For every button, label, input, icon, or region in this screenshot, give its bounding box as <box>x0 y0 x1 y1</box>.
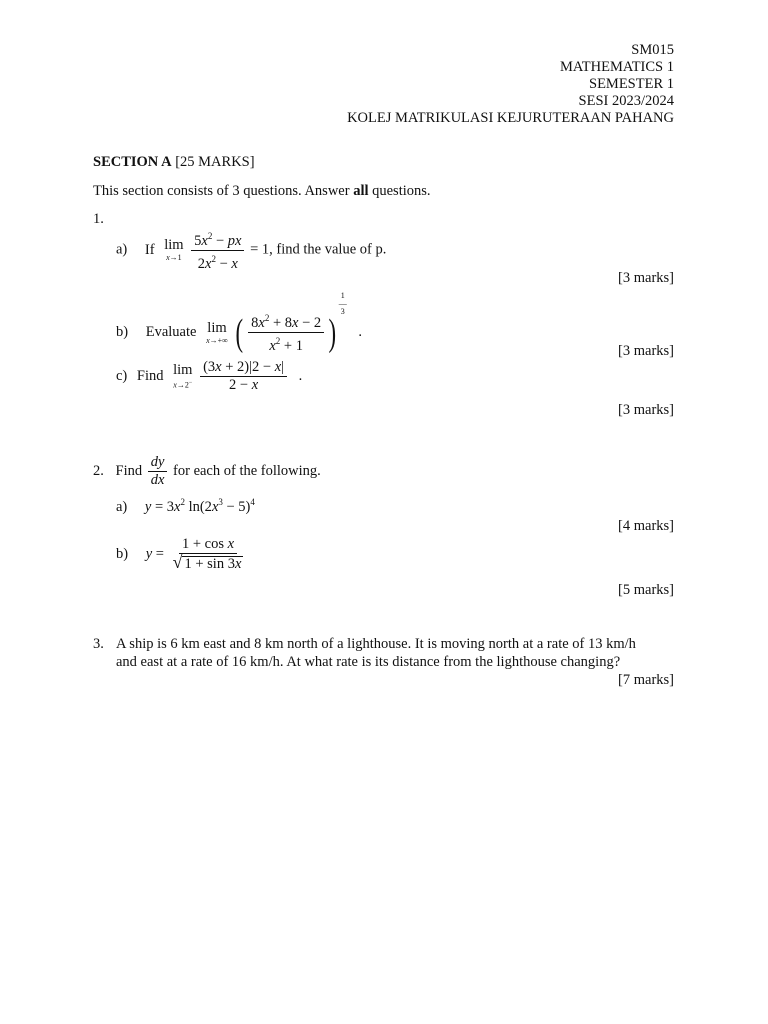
subject-title: MATHEMATICS 1 <box>560 59 674 75</box>
q2-stem: 2. Find $\frac{dy}{dx}$ for each of the following. <box>93 454 321 488</box>
limit-operator: lim x→2− <box>173 362 193 390</box>
q3-number: 3. <box>93 636 104 652</box>
semester-label: SEMESTER 1 <box>589 76 674 92</box>
q3-marks: [7 marks] <box>618 672 674 688</box>
q1a-marks: [3 marks] <box>618 270 674 286</box>
q1a: a) If lim x→1 $\frac{5x^2 - px}{2x^2 - x}$ = 1, find the value of p. <box>116 231 387 272</box>
section-intro: This section consists of 3 questions. Answer all questions. <box>93 183 431 199</box>
q1c: c) Find lim x→2− $\frac{(3x + 2)|2 - x|}{2 - x}$ . <box>116 359 303 393</box>
limit-operator: lim x→+∞ <box>206 319 228 345</box>
q1-number: 1. <box>93 211 104 227</box>
limit-operator: lim x→1 <box>164 237 184 263</box>
intro-emphasis: all <box>353 183 369 199</box>
fraction: $\frac{5x^2 - px}{2x^2 - x}$ <box>191 229 244 272</box>
q1b-marks: [3 marks] <box>618 343 674 359</box>
q1b: b) Evaluate lim x→+∞ ( $\frac{8x^2 + 8x - 2}{x^2 + 1}$ )$^{1 ― 3}$ . <box>116 291 363 354</box>
q1c-marks: [3 marks] <box>618 402 674 418</box>
derivative-fraction: $\frac{dy}{dx}$ <box>148 455 168 488</box>
q2a-marks: [4 marks] <box>618 518 674 534</box>
q2b: b) y = $\frac{\text{1 + cos x}}{√ 1 + \sin 3x}$ <box>116 537 248 572</box>
fraction: $\frac{\text{1 + cos x}}{√ 1 + \sin 3x}$ <box>172 536 242 572</box>
fraction: $\frac{(3x + 2)|2 - x|}{2 - x}$ <box>200 360 287 393</box>
section-heading <box>93 154 255 171</box>
section-title: SECTION A <box>93 154 172 170</box>
q2b-marks: [5 marks] <box>618 582 674 598</box>
q3-line1: A ship is 6 km east and 8 km north of a lighthouse. It is moving north at a rate of 13 km/h <box>116 636 636 652</box>
q3-line2: and east at a rate of 16 km/h. At what rate is its distance from the lighthouse changing? <box>116 654 621 670</box>
fraction: $\frac{8x^2 + 8x - 2}{x^2 + 1}$ <box>248 311 324 354</box>
q2a: a) $y = 3x^2$ $\ln(2x^3 - 5)^4$ <box>116 497 255 515</box>
college-name: KOLEJ MATRIKULASI KEJURUTERAAN PAHANG <box>347 110 674 126</box>
session-label: SESI 2023/2024 <box>578 93 674 109</box>
section-marks: [25 MARKS] <box>175 154 255 170</box>
course-code: SM015 <box>631 42 674 58</box>
